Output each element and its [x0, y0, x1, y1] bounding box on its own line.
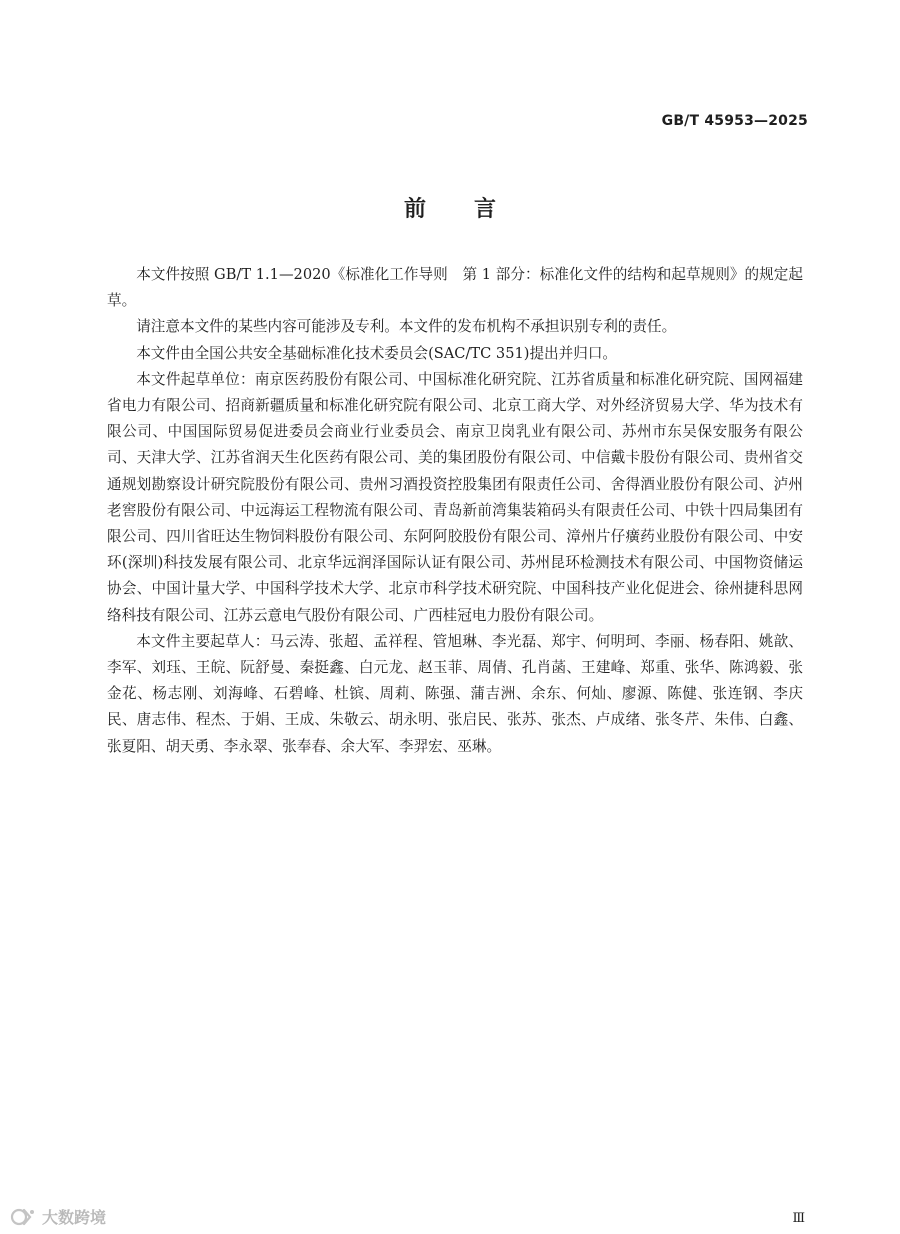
paragraph-committee: 本文件由全国公共安全基础标准化技术委员会(SAC/TC 351)提出并归口。 [136, 344, 618, 362]
page-title: 前言 [403, 197, 544, 222]
page-number: Ⅲ [792, 1211, 804, 1226]
watermark [10, 1205, 106, 1228]
paragraph-drafting-units: 本文件起草单位：南京医药股份有限公司、中国标准化研究院、江苏省质量和标准化研究院、国网福建省电力有限公司、招商新疆质量和标准化研究院有限公司、北京工商大学、对外经济贸易大学、华为技术有限公司、中国国际贸易促进委员会商业行业委员会、南京卫岗乳业有限公司、苏州市东吴保安服务有限公司、天津大学、江苏省润天生化医药有限公司、美的集团股份有限公司、中信戴卡股份有限公司、贵州省交通规划勘察设计研究院股份有限公司、贵州习酒投资控股集团有限责任公司、舍得酒业股份有限公司、泸州老窖股份有限公司、中远海运工程物流有限公司、青岛新前湾集装箱码头有限责任公司、中铁十四局集团有限公司、四川省旺达生物饲料股份有限公司、东阿阿胶股份有限公司、漳州片仔癀药业股份有限公司、中安环(深圳)科技发展有限公司、北京华远润泽国际认证有限公司、苏州昆环检测技术有限公司、中国物资储运协会、中国计量大学、中国科学技术大学、北京市科学技术研究院、中国科技产业化促进会、徐州捷科思网络科技有限公司、江苏云意电气股份有限公司、广西桂冠电力股份有限公司。 [107, 370, 803, 624]
paragraph-patent-notice: 请注意本文件的某些内容可能涉及专利。本文件的发布机构不承担识别专利的责任。 [136, 318, 677, 336]
paragraph-drafting-rules: 本文件按照 GB/T 1.1—2020《标准化工作导则 第 1 部分：标准化文件的结构和起草规则》的规定起草。 [107, 266, 803, 310]
watermark-logo-icon [10, 1206, 36, 1228]
standard-number: GB/T 45953—2025 [661, 113, 808, 129]
paragraph-drafters: 本文件主要起草人：马云涛、张超、孟祥程、管旭琳、李光磊、郑宇、何明珂、李丽、杨春阳、姚歆、李军、刘珏、王皖、阮舒曼、秦挺鑫、白元龙、赵玉菲、周倩、孔肖菡、王建峰、郑重、张华、陈鸿毅、张金花、杨志刚、刘海峰、石碧峰、杜镔、周莉、陈强、蒲吉洲、余东、何灿、廖源、陈健、张连钢、李庆民、唐志伟、程杰、于娟、王成、朱敬云、胡永明、张启民、张苏、张杰、卢成绪、张冬芹、朱伟、白鑫、张夏阳、胡天勇、李永翠、张奉春、余大军、李羿宏、巫琳。 [107, 632, 803, 755]
document-body [107, 262, 803, 760]
watermark-text: 大数跨境 [42, 1208, 107, 1227]
